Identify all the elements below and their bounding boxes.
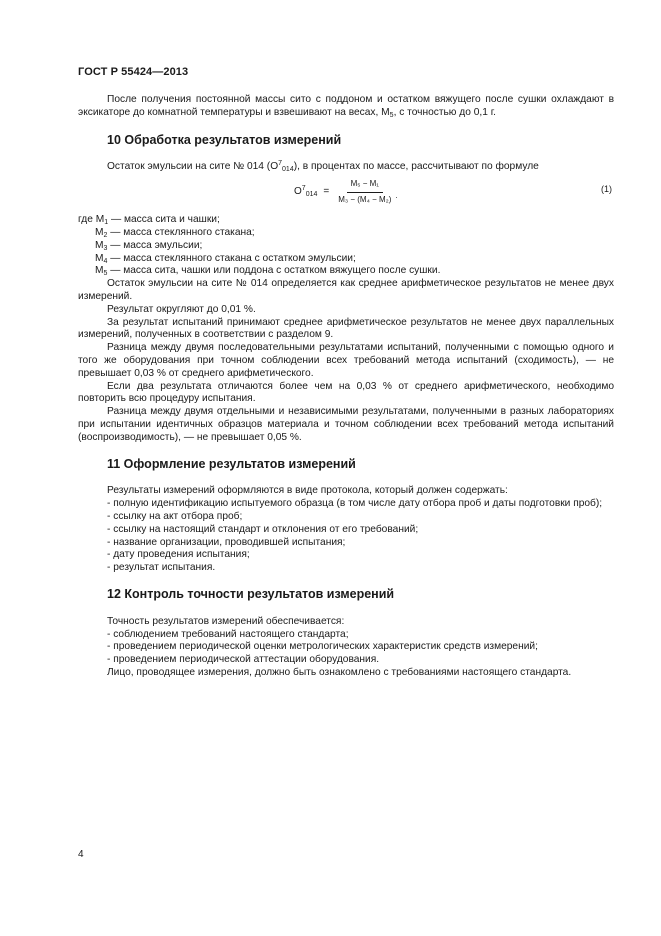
formula-fraction [334, 178, 398, 207]
paragraph: Если два результата отличаются более чем на 0,03 % от среднего арифметического, необходимо повторить всю процедуру испытания. [78, 380, 614, 405]
closing-paragraph: Лицо, проводящее измерения, должно быть ознакомлено с требованиями настоящего стандарта. [107, 666, 572, 678]
section-11-lead: Результаты измерений оформляются в виде протокола, который должен содержать: [107, 485, 508, 497]
formula-denominator: M₃ − (M₄ − M₂) [338, 194, 392, 204]
formula-number: (1) [601, 184, 612, 195]
list-item: - проведением периодической аттестации оборудования. [107, 654, 380, 666]
page-number: 4 [78, 849, 84, 860]
page-body [78, 94, 614, 680]
list-item: - полную идентификацию испытуемого образца (в том числе дату отбора проб и даты подготовки проб); [107, 498, 603, 510]
list-item: - название организации, проводившей испытания; [107, 536, 346, 548]
formula-numerator: M₅ − M₁ [347, 178, 383, 193]
where-list [78, 214, 614, 278]
where-item: $M_3$ — масса эмульсии; [95, 239, 203, 252]
list-item: - ссылку на акт отбора проб; [107, 510, 243, 522]
list-item: - ссылку на настоящий стандарт и отклонения от его требований; [107, 523, 419, 535]
section-10-heading: 10 Обработка результатов измерений [107, 132, 342, 147]
where-item: $M_4$ — масса стеклянного стакана с остатком эмульсии; [95, 252, 356, 265]
formula-period: . [395, 191, 398, 201]
paragraph: Разница между двумя последовательными результатами испытаний, полученными с помощью одного и того же оборудования при точном соблюдении всех требований метода испытаний (сходимость), — не превышает 0,03 % от среднего арифметического. [78, 342, 614, 379]
paragraph: Остаток эмульсии на сите № 014 определяется как среднее арифметическое результатов не менее двух измерений. [78, 278, 614, 302]
section-12-lead: Точность результатов измерений обеспечивается: [107, 615, 345, 627]
list-item: - результат испытания. [107, 562, 216, 574]
paragraph: За результат испытаний принимают среднее арифметическое результатов не менее двух параллельных измерений, полученных в соответствии с разделом 9. [78, 316, 614, 341]
formula-1 [78, 178, 614, 212]
list-item: - проведением периодической оценки метрологических характеристик средств измерений; [107, 641, 538, 653]
section-12-heading: 12 Контроль точности результатов измерений [107, 586, 395, 601]
document-header: ГОСТ Р 55424—2013 [78, 66, 189, 78]
where-item: где $M_1$ — масса сита и чашки; [78, 214, 220, 227]
formula-lhs: $O^7_{014}$ [294, 185, 318, 199]
intro-paragraph: После получения постоянной массы сито с поддоном и остатком вяжущего после сушки охлаждают в эксикаторе до комнатной температуры и взвешивают на весах, $M_5$, с точностью до 0,1 г. [78, 94, 614, 119]
where-item: $M_2$ — масса стеклянного стакана; [95, 226, 255, 239]
formula-equals: = [323, 186, 330, 198]
list-item: - соблюдением требований настоящего стандарта; [107, 628, 349, 640]
paragraph: Разница между двумя отдельными и независимыми результатами, полученными в разных лабораториях при испытании идентичных образцов материала и точном соблюдении всех требований метода испытаний (воспроизводимость), — не превышает 0,05 %. [78, 406, 614, 443]
formula-lead: Остаток эмульсии на сите № 014 $(O^7_{014})$, в процентах по массе, рассчитывают по формуле [107, 160, 539, 174]
where-item: $M_5$ — масса сита, чашки или поддона с остатком вяжущего после сушки. [95, 265, 441, 278]
paragraph: Результат округляют до 0,01 %. [107, 303, 256, 315]
list-item: - дату проведения испытания; [107, 549, 250, 561]
section-11-heading: 11 Оформление результатов измерений [107, 456, 356, 471]
